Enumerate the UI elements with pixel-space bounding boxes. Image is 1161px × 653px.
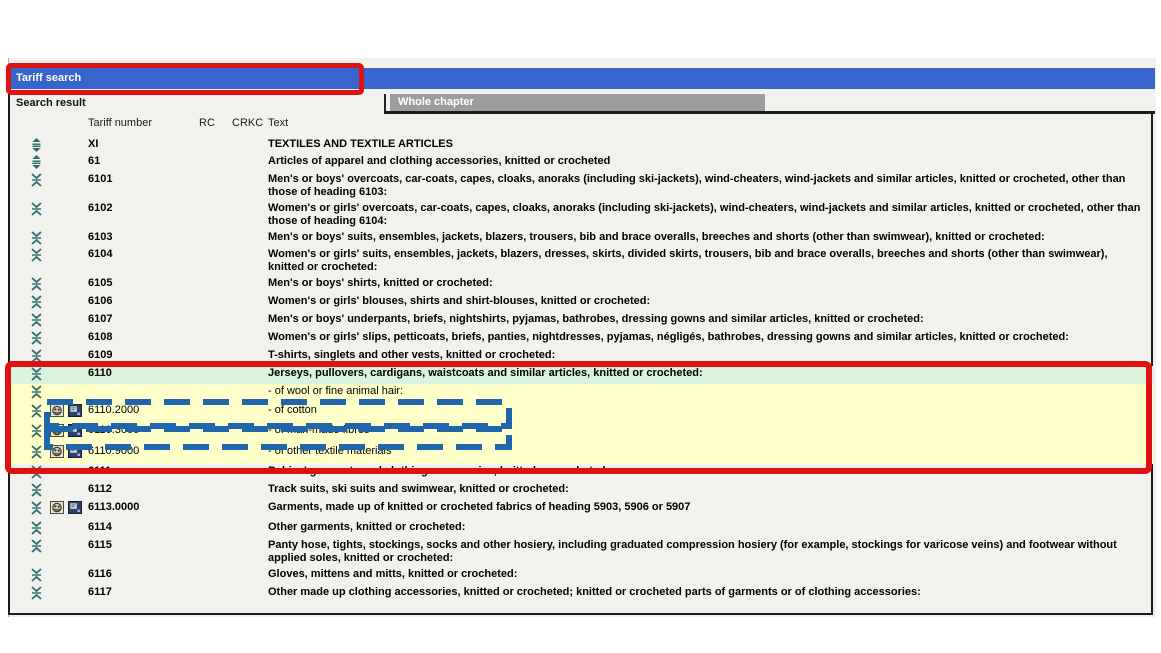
- column-header-text: Text: [268, 117, 289, 129]
- tariff-text-cell: Men's or boys' suits, ensembles, jackets, blazers, trousers, bib and brace overalls, breeches and shorts (other than swimwear), knitted or crocheted:: [268, 231, 1045, 243]
- table-row: [10, 276, 1153, 293]
- column-header-rc: RC: [199, 117, 215, 129]
- collapse-node-icon[interactable]: [30, 202, 43, 216]
- tariff-text-cell: - of man-made fibres: [268, 424, 370, 436]
- table-row: [10, 520, 1153, 537]
- table-row: [10, 585, 1153, 602]
- collapse-node-icon[interactable]: [30, 568, 43, 582]
- tariff-number-cell: 6110.9000: [88, 445, 140, 457]
- collapse-node-icon[interactable]: [30, 521, 43, 535]
- tariff-text-cell: Panty hose, tights, stockings, socks and other hosiery, including graduated compression hosiery (for example, stockings for varicose veins) and footwear without applied soles, knitted or crocheted:: [268, 539, 1117, 564]
- tariff-number-cell: 6108: [88, 331, 113, 343]
- tariff-text-cell: Men's or boys' underpants, briefs, nightshirts, pyjamas, bathrobes, dressing gowns and similar articles, knitted or crocheted:: [268, 313, 924, 325]
- table-row: [10, 500, 1153, 517]
- collapse-node-icon[interactable]: [30, 231, 43, 245]
- tariff-number-cell: 6109: [88, 349, 113, 361]
- collapse-node-icon[interactable]: [30, 313, 43, 327]
- tariff-text-cell: - of cotton: [268, 404, 317, 416]
- notes-icon[interactable]: [68, 501, 82, 514]
- tariff-text-cell: Other made up clothing accessories, knitted or crocheted; knitted or crocheted parts of garments or of clothing accessories:: [268, 586, 921, 598]
- collapse-node-icon[interactable]: [30, 483, 43, 497]
- collapse-node-icon[interactable]: [30, 586, 43, 600]
- table-row: [10, 247, 1153, 276]
- tariff-text-cell: - of wool or fine animal hair:: [268, 385, 404, 397]
- tariff-number-cell: 6110.3000: [88, 424, 140, 436]
- duty-rates-icon[interactable]: [50, 501, 64, 514]
- tariff-number-cell: 6104: [88, 248, 113, 260]
- tariff-number-cell: 61: [88, 155, 101, 167]
- tariff-text-cell: Men's or boys' overcoats, car-coats, capes, cloaks, anoraks (including ski-jackets), wind-cheaters, wind-jackets and similar articles, knitted or crocheted, other than those of heading 6103:: [268, 173, 1126, 198]
- collapse-node-icon[interactable]: [30, 295, 43, 309]
- tariff-number-cell: 6114: [88, 521, 112, 533]
- tariff-number-cell: 6107: [88, 313, 113, 325]
- tariff-text-cell: Women's or girls' suits, ensembles, jackets, blazers, dresses, skirts, divided skirts, trousers, bib and brace overalls, breeches and shorts (other than swimwear), knitted or crocheted:: [268, 248, 1108, 273]
- collapse-node-icon[interactable]: [30, 277, 43, 291]
- tariff-number-cell: 6110.2000: [88, 404, 140, 416]
- tariff-text-cell: TEXTILES AND TEXTILE ARTICLES: [268, 138, 453, 150]
- red-annotation-box-title: [6, 63, 364, 95]
- expand-node-icon[interactable]: [30, 138, 43, 152]
- tariff-number-cell: 6102: [88, 202, 113, 214]
- collapse-node-icon[interactable]: [30, 539, 43, 553]
- tariff-text-cell: Track suits, ski suits and swimwear, knitted or crocheted:: [268, 483, 569, 495]
- page-title: Tariff search: [16, 72, 82, 84]
- tariff-number-cell: 6110: [88, 367, 112, 379]
- tariff-text-cell: Men's or boys' shirts, knitted or crocheted:: [268, 277, 493, 289]
- table-row: [10, 294, 1153, 311]
- table-row: [10, 172, 1153, 201]
- result-panel-left-border: [8, 94, 10, 113]
- table-row: [10, 330, 1153, 347]
- tariff-text-cell: Babies' garments and clothing accessories, knitted or crocheted:: [268, 465, 610, 477]
- red-annotation-box-6110: [5, 361, 1152, 474]
- table-row: [10, 312, 1153, 329]
- tariff-number-cell: 6111: [88, 465, 112, 477]
- collapse-node-icon[interactable]: [30, 331, 43, 345]
- tariff-text-cell: Women's or girls' slips, petticoats, briefs, panties, nightdresses, pyjamas, négligés, bathrobes, dressing gowns and similar articles, knitted or crocheted:: [268, 331, 1069, 343]
- table-row: [10, 201, 1153, 230]
- table-row: [10, 154, 1153, 170]
- table-row: [10, 230, 1153, 247]
- column-header-tariff-number: Tariff number: [88, 117, 152, 129]
- tariff-number-cell: 6115: [88, 539, 112, 551]
- tariff-number-cell: XI: [88, 138, 99, 150]
- collapse-node-icon[interactable]: [30, 173, 43, 187]
- tariff-text-cell: Women's or girls' blouses, shirts and shirt-blouses, knitted or crocheted:: [268, 295, 651, 307]
- tariff-text-cell: Garments, made up of knitted or crocheted fabrics of heading 5903, 5906 or 5907: [268, 501, 691, 513]
- result-panel-top-border: [384, 111, 1155, 114]
- tariff-number-cell: 6116: [88, 568, 112, 580]
- tariff-text-cell: Articles of apparel and clothing accessories, knitted or crocheted: [268, 155, 611, 167]
- table-row: [10, 482, 1153, 499]
- table-row: [10, 538, 1153, 567]
- tariff-number-cell: 6105: [88, 277, 113, 289]
- tariff-text-cell: T-shirts, singlets and other vests, knitted or crocheted:: [268, 349, 556, 361]
- table-row: [10, 567, 1153, 584]
- tariff-number-cell: 6112: [88, 483, 112, 495]
- tariff-number-cell: 6106: [88, 295, 113, 307]
- tariff-number-cell: 6101: [88, 173, 113, 185]
- tariff-text-cell: Other garments, knitted or crocheted:: [268, 521, 466, 533]
- tariff-text-cell: Women's or girls' overcoats, car-coats, capes, cloaks, anoraks (including ski-jackets), wind-cheaters, wind-jackets and similar articles, knitted or crocheted, other than those of heading 6104:: [268, 202, 1141, 227]
- collapse-node-icon[interactable]: [30, 248, 43, 262]
- tariff-text-cell: - of other textile materials: [268, 445, 392, 457]
- expand-node-icon[interactable]: [30, 155, 43, 169]
- tariff-number-cell: 6117: [88, 586, 112, 598]
- tariff-text-cell: Jerseys, pullovers, cardigans, waistcoats and similar articles, knitted or crocheted:: [268, 367, 703, 379]
- table-row: [10, 137, 1153, 152]
- column-header-crkc: CRKC: [232, 117, 264, 129]
- tab-search-result-label: Search result: [16, 97, 86, 109]
- collapse-node-icon[interactable]: [30, 501, 43, 515]
- tariff-number-cell: 6113.0000: [88, 501, 140, 513]
- tab-whole-chapter-label: Whole chapter: [398, 96, 474, 108]
- tariff-text-cell: Gloves, mittens and mitts, knitted or crocheted:: [268, 568, 518, 580]
- tab-whole-chapter[interactable]: [390, 94, 765, 112]
- tariff-number-cell: 6103: [88, 231, 113, 243]
